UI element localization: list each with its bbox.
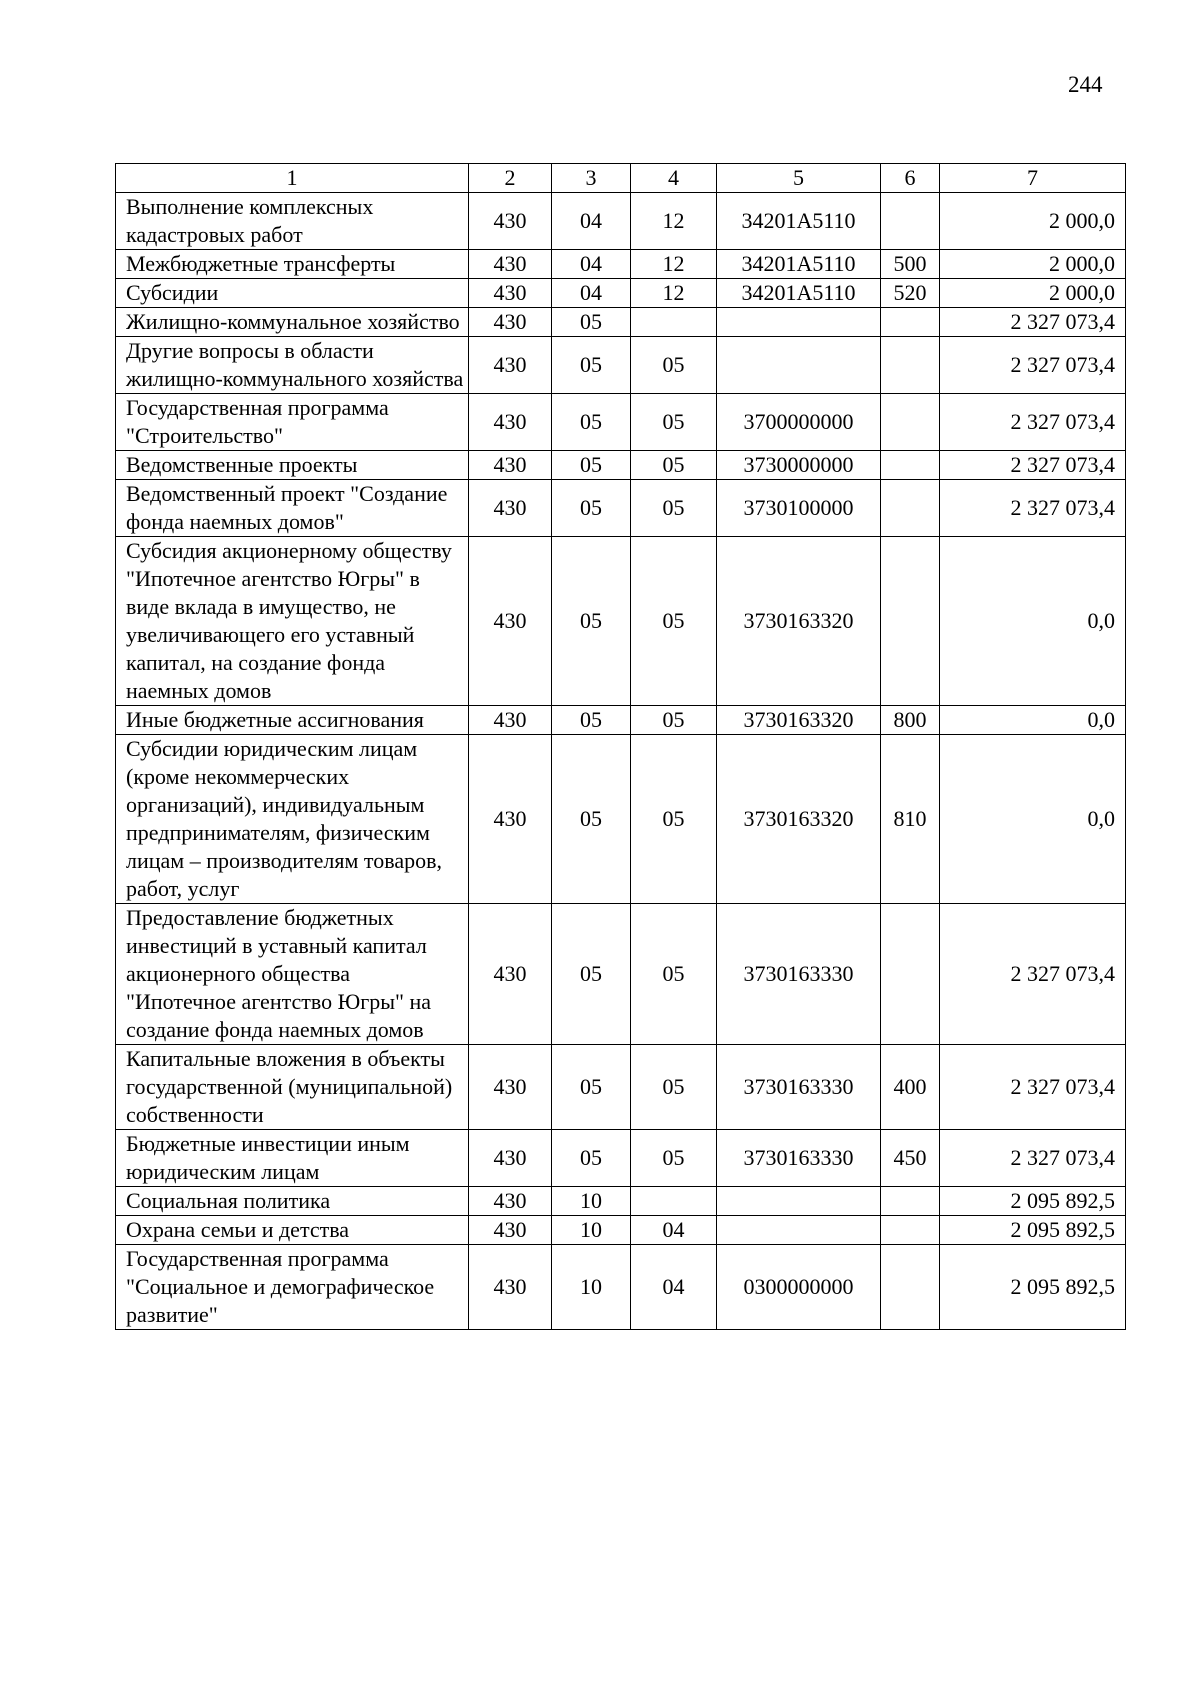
- cell-amount: 2 327 073,4: [940, 904, 1126, 1045]
- cell-name: Бюджетные инвестиции иным юридическим лицам: [116, 1130, 469, 1187]
- table-body: [116, 193, 1126, 1330]
- cell-target-item: 3730163330: [717, 904, 881, 1045]
- cell-expense-type: [881, 1187, 940, 1216]
- cell-subsection-code: 05: [631, 394, 717, 451]
- cell-expense-type: [881, 904, 940, 1045]
- cell-ministry-code: 430: [469, 1187, 552, 1216]
- cell-name: Субсидия акционерному обществу "Ипотечное агентство Югры" в виде вклада в имущество, не увеличивающего его уставный капитал, на создание фонда наемных домов: [116, 537, 469, 706]
- cell-subsection-code: 12: [631, 193, 717, 250]
- cell-name: Предоставление бюджетных инвестиций в уставный капитал акционерного общества "Ипотечное агентство Югры" на создание фонда наемных домов: [116, 904, 469, 1045]
- cell-target-item: 3730000000: [717, 451, 881, 480]
- cell-expense-type: 810: [881, 735, 940, 904]
- cell-subsection-code: 04: [631, 1216, 717, 1245]
- cell-subsection-code: 05: [631, 1045, 717, 1130]
- cell-target-item: 3730163320: [717, 735, 881, 904]
- cell-expense-type: 500: [881, 250, 940, 279]
- page-number: 244: [1068, 72, 1103, 97]
- table-row: [116, 1245, 1126, 1330]
- cell-ministry-code: 430: [469, 706, 552, 735]
- cell-name: Государственная программа "Строительство": [116, 394, 469, 451]
- cell-ministry-code: 430: [469, 308, 552, 337]
- table-row: [116, 1130, 1126, 1187]
- cell-target-item: 3730163330: [717, 1130, 881, 1187]
- cell-subsection-code: 05: [631, 735, 717, 904]
- cell-name: Ведомственный проект "Создание фонда наемных домов": [116, 480, 469, 537]
- cell-ministry-code: 430: [469, 1245, 552, 1330]
- table-row: [116, 279, 1126, 308]
- cell-target-item: 34201A5110: [717, 250, 881, 279]
- column-header: 3: [552, 164, 631, 193]
- cell-subsection-code: 05: [631, 451, 717, 480]
- table-row: [116, 394, 1126, 451]
- cell-section-code: 05: [552, 308, 631, 337]
- cell-amount: 2 095 892,5: [940, 1187, 1126, 1216]
- table-row: [116, 308, 1126, 337]
- cell-subsection-code: 12: [631, 250, 717, 279]
- cell-ministry-code: 430: [469, 250, 552, 279]
- cell-expense-type: [881, 394, 940, 451]
- cell-ministry-code: 430: [469, 451, 552, 480]
- cell-expense-type: [881, 308, 940, 337]
- cell-amount: 2 095 892,5: [940, 1216, 1126, 1245]
- cell-section-code: 05: [552, 480, 631, 537]
- cell-target-item: 3730163320: [717, 537, 881, 706]
- cell-name: Выполнение комплексных кадастровых работ: [116, 193, 469, 250]
- cell-name: Субсидии юридическим лицам (кроме некоммерческих организаций), индивидуальным предпринимателям, физическим лицам – производителям товаров, работ, услуг: [116, 735, 469, 904]
- column-header: 2: [469, 164, 552, 193]
- cell-section-code: 05: [552, 537, 631, 706]
- cell-ministry-code: 430: [469, 279, 552, 308]
- table-row: [116, 706, 1126, 735]
- cell-amount: 2 327 073,4: [940, 308, 1126, 337]
- cell-section-code: 05: [552, 904, 631, 1045]
- cell-target-item: [717, 1216, 881, 1245]
- cell-ministry-code: 430: [469, 394, 552, 451]
- cell-subsection-code: 05: [631, 480, 717, 537]
- cell-amount: 2 000,0: [940, 250, 1126, 279]
- cell-target-item: [717, 308, 881, 337]
- cell-expense-type: [881, 480, 940, 537]
- cell-ministry-code: 430: [469, 735, 552, 904]
- cell-name: Другие вопросы в области жилищно-коммунального хозяйства: [116, 337, 469, 394]
- budget-table: [115, 163, 1126, 1330]
- cell-subsection-code: 05: [631, 904, 717, 1045]
- cell-name: Субсидии: [116, 279, 469, 308]
- cell-target-item: 3730100000: [717, 480, 881, 537]
- cell-name: Государственная программа "Социальное и демографическое развитие": [116, 1245, 469, 1330]
- cell-section-code: 05: [552, 1130, 631, 1187]
- cell-amount: 2 327 073,4: [940, 394, 1126, 451]
- cell-expense-type: 450: [881, 1130, 940, 1187]
- cell-ministry-code: 430: [469, 193, 552, 250]
- cell-section-code: 04: [552, 193, 631, 250]
- cell-subsection-code: [631, 308, 717, 337]
- cell-subsection-code: 05: [631, 537, 717, 706]
- cell-target-item: 3700000000: [717, 394, 881, 451]
- table-row: [116, 451, 1126, 480]
- column-header: 5: [717, 164, 881, 193]
- cell-ministry-code: 430: [469, 480, 552, 537]
- cell-amount: 2 000,0: [940, 279, 1126, 308]
- cell-subsection-code: 05: [631, 1130, 717, 1187]
- cell-ministry-code: 430: [469, 1216, 552, 1245]
- cell-amount: 0,0: [940, 537, 1126, 706]
- table-row: [116, 1187, 1126, 1216]
- cell-section-code: 10: [552, 1187, 631, 1216]
- cell-amount: 0,0: [940, 706, 1126, 735]
- cell-expense-type: 520: [881, 279, 940, 308]
- cell-ministry-code: 430: [469, 904, 552, 1045]
- cell-ministry-code: 430: [469, 1130, 552, 1187]
- cell-target-item: [717, 1187, 881, 1216]
- cell-target-item: [717, 337, 881, 394]
- cell-subsection-code: 05: [631, 706, 717, 735]
- cell-name: Иные бюджетные ассигнования: [116, 706, 469, 735]
- cell-amount: 2 000,0: [940, 193, 1126, 250]
- cell-target-item: 3730163330: [717, 1045, 881, 1130]
- cell-section-code: 05: [552, 337, 631, 394]
- table-row: [116, 480, 1126, 537]
- cell-expense-type: [881, 1245, 940, 1330]
- table-row: [116, 1216, 1126, 1245]
- cell-section-code: 05: [552, 451, 631, 480]
- cell-amount: 2 327 073,4: [940, 451, 1126, 480]
- column-header: 4: [631, 164, 717, 193]
- cell-amount: 2 327 073,4: [940, 337, 1126, 394]
- cell-section-code: 05: [552, 706, 631, 735]
- cell-target-item: 0300000000: [717, 1245, 881, 1330]
- table-row: [116, 1045, 1126, 1130]
- table-header-row: [116, 164, 1126, 193]
- cell-amount: 2 095 892,5: [940, 1245, 1126, 1330]
- cell-subsection-code: 12: [631, 279, 717, 308]
- cell-ministry-code: 430: [469, 1045, 552, 1130]
- column-header: 7: [940, 164, 1126, 193]
- cell-section-code: 05: [552, 1045, 631, 1130]
- cell-amount: 2 327 073,4: [940, 480, 1126, 537]
- cell-section-code: 10: [552, 1245, 631, 1330]
- cell-subsection-code: 04: [631, 1245, 717, 1330]
- column-header: 1: [116, 164, 469, 193]
- cell-amount: 2 327 073,4: [940, 1045, 1126, 1130]
- table-row: [116, 537, 1126, 706]
- cell-subsection-code: [631, 1187, 717, 1216]
- cell-ministry-code: 430: [469, 537, 552, 706]
- table-row: [116, 904, 1126, 1045]
- cell-name: Межбюджетные трансферты: [116, 250, 469, 279]
- cell-name: Социальная политика: [116, 1187, 469, 1216]
- cell-target-item: 3730163320: [717, 706, 881, 735]
- table-row: [116, 337, 1126, 394]
- cell-section-code: 10: [552, 1216, 631, 1245]
- table-row: [116, 735, 1126, 904]
- cell-expense-type: 400: [881, 1045, 940, 1130]
- table-row: [116, 250, 1126, 279]
- cell-section-code: 05: [552, 394, 631, 451]
- cell-ministry-code: 430: [469, 337, 552, 394]
- cell-target-item: 34201A5110: [717, 279, 881, 308]
- cell-name: Жилищно-коммунальное хозяйство: [116, 308, 469, 337]
- cell-name: Капитальные вложения в объекты государственной (муниципальной) собственности: [116, 1045, 469, 1130]
- cell-section-code: 05: [552, 735, 631, 904]
- table-row: [116, 193, 1126, 250]
- cell-expense-type: [881, 337, 940, 394]
- cell-section-code: 04: [552, 279, 631, 308]
- cell-subsection-code: 05: [631, 337, 717, 394]
- cell-name: Охрана семьи и детства: [116, 1216, 469, 1245]
- cell-name: Ведомственные проекты: [116, 451, 469, 480]
- cell-section-code: 04: [552, 250, 631, 279]
- cell-amount: 2 327 073,4: [940, 1130, 1126, 1187]
- cell-expense-type: [881, 1216, 940, 1245]
- cell-expense-type: 800: [881, 706, 940, 735]
- cell-amount: 0,0: [940, 735, 1126, 904]
- column-header: 6: [881, 164, 940, 193]
- cell-expense-type: [881, 537, 940, 706]
- cell-target-item: 34201A5110: [717, 193, 881, 250]
- cell-expense-type: [881, 451, 940, 480]
- cell-expense-type: [881, 193, 940, 250]
